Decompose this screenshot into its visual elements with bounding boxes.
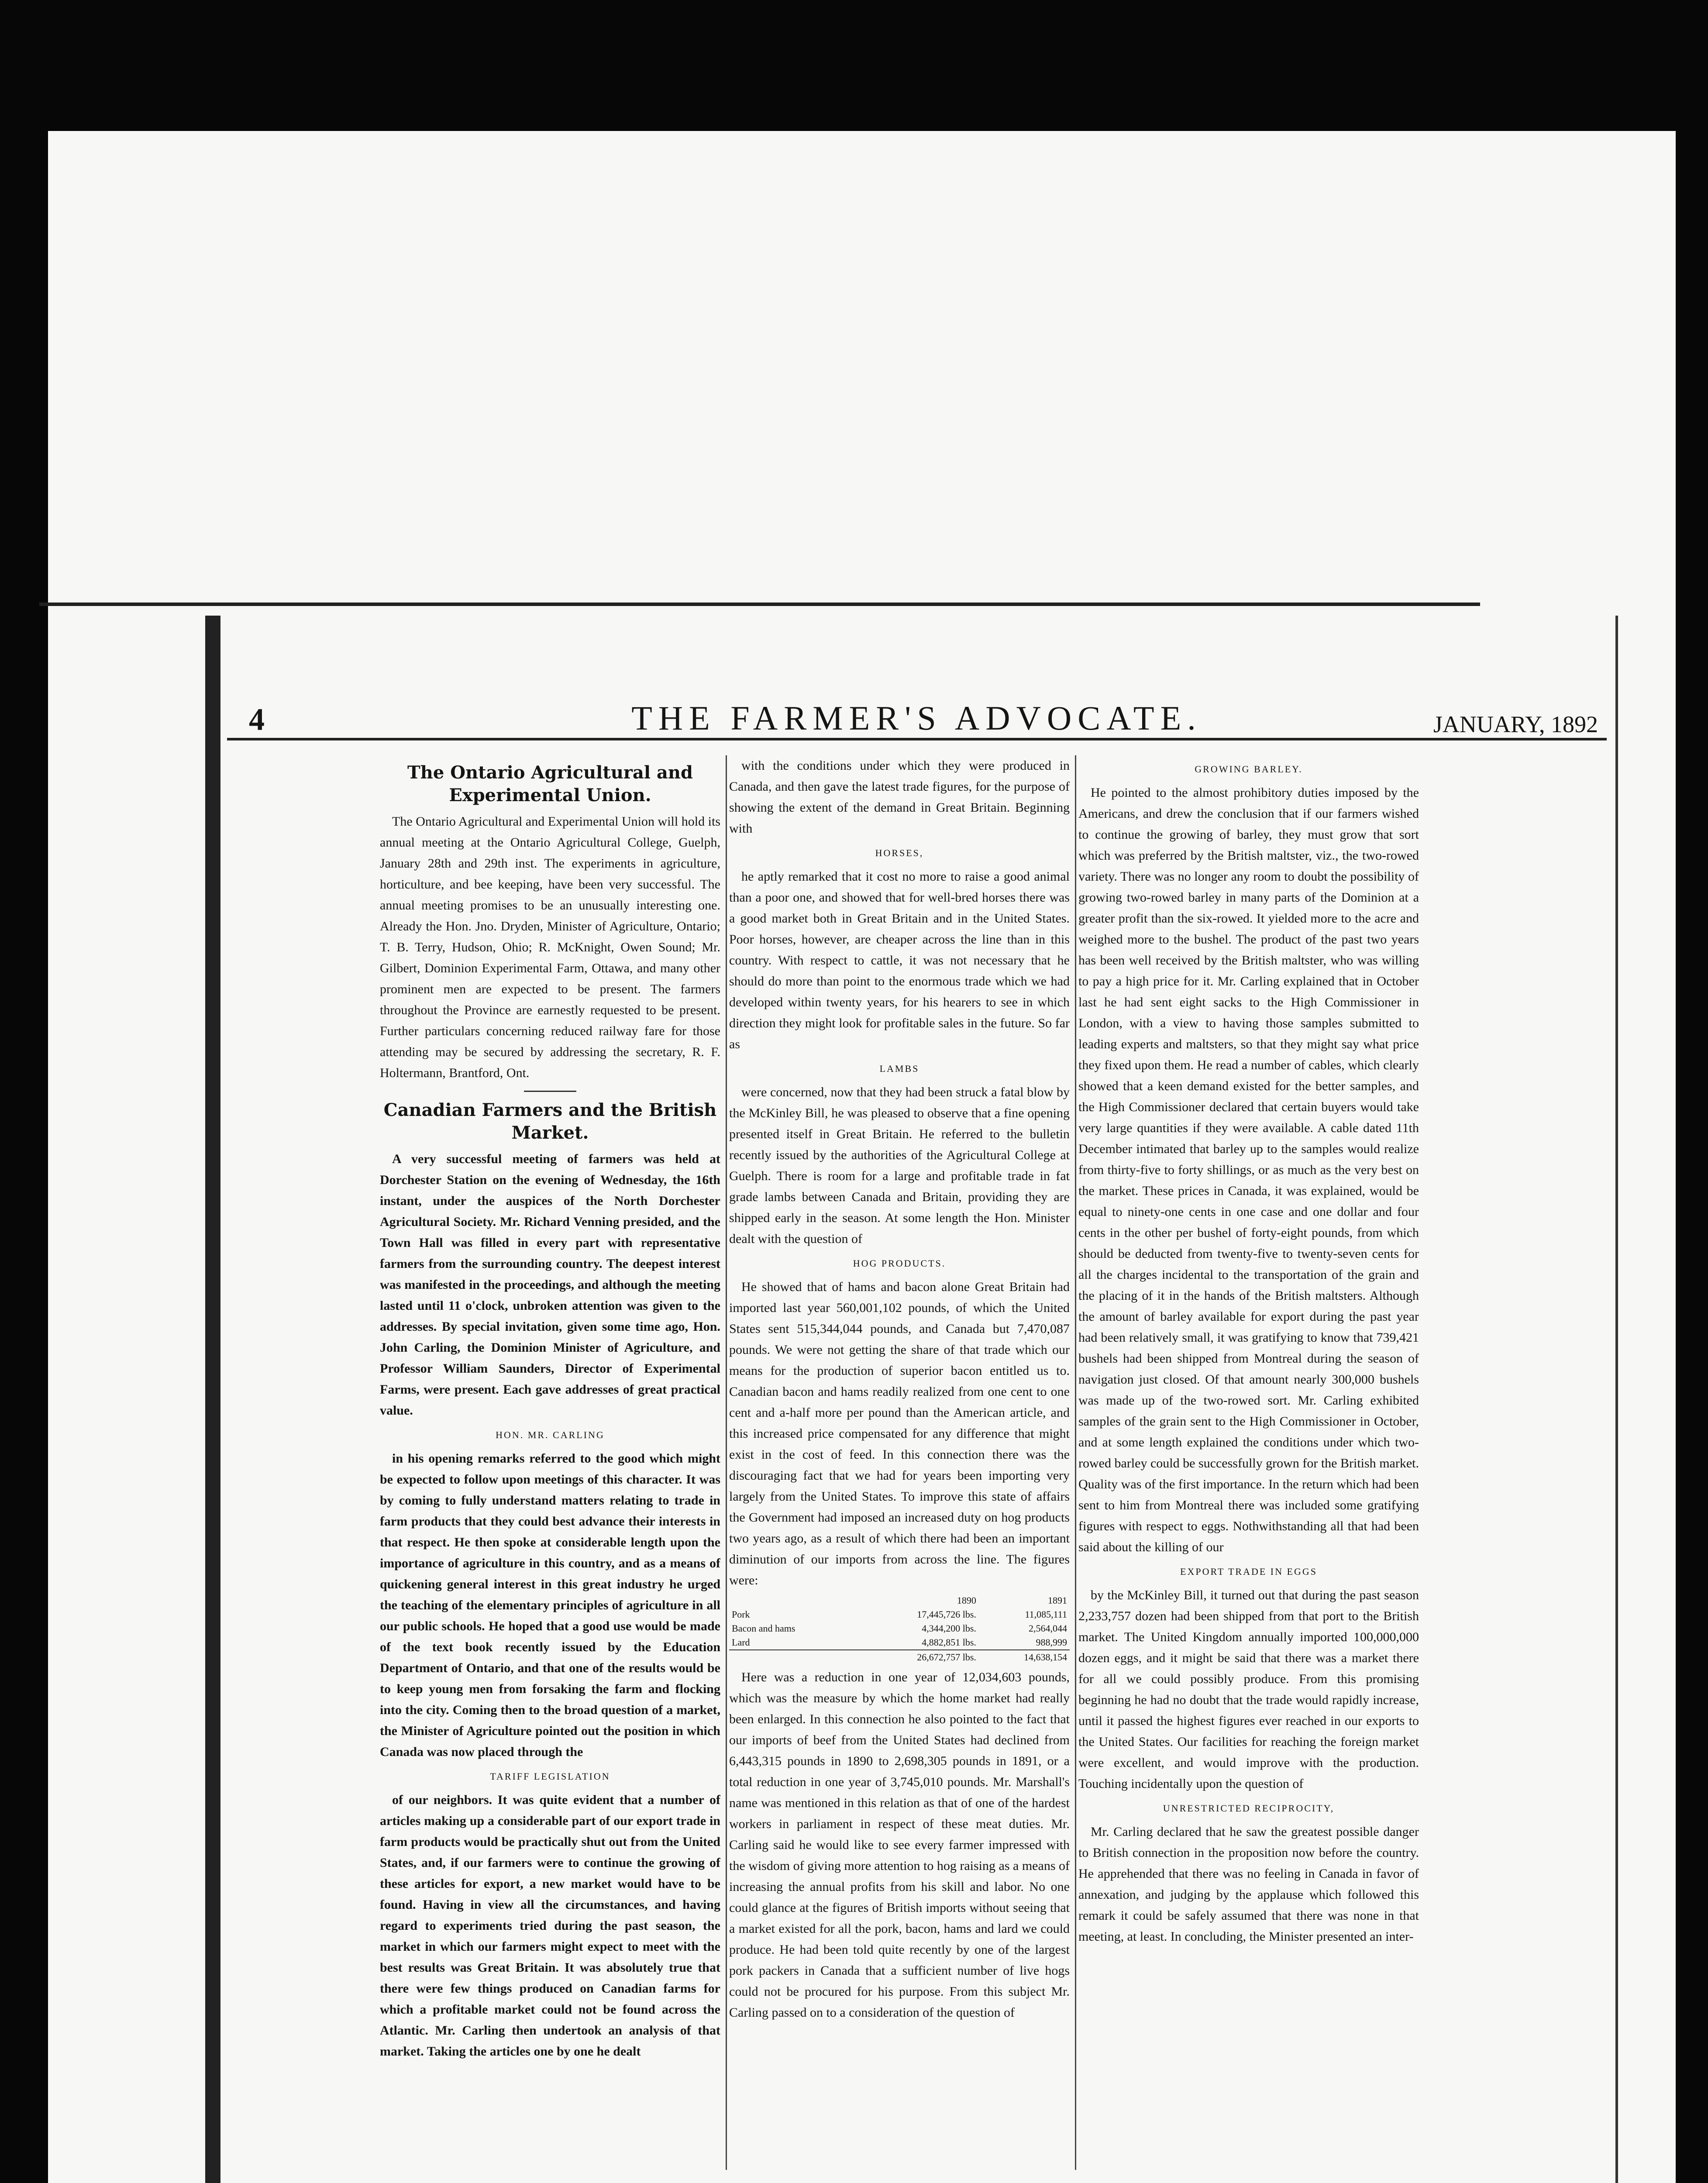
masthead <box>227 690 1607 740</box>
table-cell: 2,564,044 <box>1029 1623 1067 1634</box>
column-3 <box>1078 755 1419 2170</box>
table-cell: 14,638,154 <box>979 1650 1070 1664</box>
table-cell: 988,999 <box>1036 1637 1067 1648</box>
article-paragraph: by the McKinley Bill, it turned out that during the past season 2,233,757 dozen had been shipped from that port to the British market. The United Kingdom annually imported 100,000,000 dozen eggs, and it might be said that there was a market there for all we could possibly produce. From this promising beginning he had no doubt that the trade would rapidly increase, until it passed the highest figures ever reached in our exports to the United States. Our facilities for reaching the foreign market were excellent, and would improve with the production. Touching incidentally upon the question of <box>1078 1588 1419 1791</box>
table-cell: 4,344,200 lbs. <box>922 1623 976 1634</box>
section-subhead: LAMBS <box>879 1063 919 1074</box>
article-paragraph: He showed that of hams and bacon alone Great Britain had imported last year 560,001,102 pounds, of which the United States sent 515,344,044 pounds, and Canada but 7,470,087 pounds. We were not getting the share of that trade which our means for the production of superior bacon entitled us to. Canadian bacon and hams readily realized from one cent to one cent and a-half more per pound than the American article, and this increased price compensated for any difference that might exist in the cost of feed. In this connection there was the discouraging fact that we had for years been importing very largely from the United States. To improve this state of affairs the Government had imposed an increased duty on hog products two years ago, as a result of which there had been an important diminution of our imports from across the line. The figures were: <box>729 1280 1070 1587</box>
article-paragraph: The Ontario Agricultural and Experimental Union will hold its annual meeting at the Ontario Agricultural College, Guelph, January 28th and 29th inst. The experiments in agriculture, horticulture, and bee keeping, have been very successful. The annual meeting promises to be an unusually interesting one. Already the Hon. Jno. Dryden, Minister of Agriculture, Ontario; T. B. Terry, Hudson, Ohio; R. McKnight, Owen Sound; Mr. Gilbert, Dominion Experimental Farm, Ottawa, and many other prominent men are expected to be present. The farmers throughout the Province are earnestly requested to be present. Further particulars concerning reduced railway fare for those attending may be secured by addressing the secretary, R. F. Holtermann, Brantford, Ont. <box>380 814 720 1080</box>
table-cell: 17,445,726 lbs. <box>917 1609 976 1620</box>
article-paragraph: in his opening remarks referred to the good which might be expected to follow upon meetings of this character. It was by coming to fully understand matters relating to trade in farm products that they could best advance their interests in that respect. He then spoke at considerable length upon the importance of agriculture in this country, and as a means of quickening general interest in this great industry he urged the teaching of the elementary principles of agriculture in all our public schools. He hoped that a good use would be made of the text book recently issued by the Education Department of Ontario, and that one of the results would be to keep young men from forsaking the farm and flocking into the city. Coming then to the broad question of a market, the Minister of Agriculture pointed out the position in which Canada was now placed through the <box>380 1451 720 1759</box>
article-paragraph: Here was a reduction in one year of 12,034,603 pounds, which was the measure by which the home market had really been enlarged. In this connection he also pointed to the fact that our imports of beef from the United States had declined from 6,443,315 pounds in 1890 to 2,698,305 pounds in 1891, or a total reduction in one year of 3,745,010 pounds. Mr. Marshall's name was mentioned in this relation as that of one of the hardest workers in parliament in respect of these meat duties. Mr. Carling said he would like to see every farmer impressed with the wisdom of giving more attention to hog raising as a means of increasing the annual profits from his skill and labor. No one could glance at the figures of British imports without seeing that a market existed for all the pork, bacon, hams and lard we could produce. He had been told quite recently by one of the largest pork packers in Canada that a sufficient number of live hogs could not be procured for his purpose. From this subject Mr. Carling passed on to a consideration of the question of <box>729 1670 1070 2020</box>
column-1 <box>380 755 720 2170</box>
table-cell: 11,085,111 <box>1025 1609 1067 1620</box>
section-subhead: HORSES, <box>875 847 924 858</box>
table-row <box>729 1622 1070 1636</box>
column-2 <box>729 755 1070 2170</box>
article-paragraph: He pointed to the almost prohibitory duties imposed by the Americans, and drew the conclusion that if our farmers wished to continue the growing of barley, they must grow that sort which was preferred by the British maltster, viz., the two-rowed variety. There was no longer any room to doubt the possibility of growing two-rowed barley in many parts of the Dominion at a greater profit than the six-rowed. It yielded more to the acre and weighed more to the bushel. The product of the past two years has been well received by the British maltster, who was willing to pay a high price for it. Mr. Carling explained that in October last he had sent eight sacks to the High Commissioner in London, with a view to having those samples submitted to leading experts and maltsters, so that they might say what price they fixed upon them. He read a number of cables, which clearly showed that a keen demand existed for the better samples, and the High Commissioner declared that certain buyers would take very large quantities if they were available. A cable dated 11th December intimated that barley up to the samples would realize from thirty-five to forty shillings, or as much as the very best on the market. These prices in Canada, it was explained, would be equal to ninety-one cents in one case and one dollar and four cents in the other per bushel of forty-eight pounds, from which should be deducted from twenty-five to twenty-seven cents for all the charges incidental to the transportation of the grain and the placing of it in the hands of the British maltsters. Although the amount of barley available for export during the past year had been relatively small, it was gratifying to know that 739,421 bushels had been shipped from Montreal during the season of navigation just closed. Of that amount nearly 300,000 bushels was made up of the two-rowed sort. Mr. Carling exhibited samples of the grain sent to the High Commissioner in October, and at some length explained the conditions under which two-rowed barley could be successfully grown for the British market. Quality was of the first importance. In the return which had been sent to him from Montreal there was included some gratifying figures with respect to eggs. Nothwithstanding all that had been said about the killing of our <box>1078 785 1419 1554</box>
article-paragraph: Mr. Carling declared that he saw the greatest possible danger to British connection in the proposition now before the country. He apprehended that there was no feeling in Canada in favor of annexation, and judging by the applause which followed this remark it could be safely assumed that there was none in that meeting, at least. In concluding, the Minister presented an inter- <box>1078 1825 1419 1944</box>
article-paragraph: A very successful meeting of farmers was held at Dorchester Station on the evening of Wednesday, the 16th instant, under the auspices of the North Dorchester Agricultural Society. Mr. Richard Venning presided, and the Town Hall was filled in every part with representative farmers from the surrounding country. The deepest interest was manifested in the proceedings, and although the meeting lasted until 11 o'clock, unbroken attention was given to the addresses. By special invitation, given some time ago, Hon. John Carling, the Dominion Minister of Agriculture, and Professor William Saunders, Director of Experimental Farms, were present. Each gave addresses of great practical value. <box>380 1152 720 1418</box>
table-header: 1891 <box>1048 1595 1067 1606</box>
article-paragraph: of our neighbors. It was quite evident that a number of articles making up a considerable part of our export trade in farm products would be practically shut out from the United States, and, if our farmers were to continue the growing of these articles for export, a new market would have to be found. Having in view all the circumstances, and having regard to experiments tried during the past season, the market in which our farmers might expect to meet with the best results was Great Britain. It was absolutely true that there were few things produced on Canadian farms for which a profitable market could not be found across the Atlantic. Mr. Carling then undertook an analysis of that market. Taking the articles one by one he dealt <box>380 1793 720 2059</box>
scan-border-right <box>1676 0 1708 2183</box>
page-number: 4 <box>249 702 265 737</box>
table-cell: 26,672,757 lbs. <box>858 1650 979 1664</box>
column-rule <box>1075 755 1076 2170</box>
table-header-row <box>729 1594 1070 1608</box>
article-headline: Canadian Farmers and the British Market. <box>383 1100 717 1143</box>
scan-border-left <box>0 0 48 2183</box>
scan-artifact-line <box>39 603 1480 615</box>
article-paragraph: were concerned, now that they had been struck a fatal blow by the McKinley Bill, he was pleased to observe that a fine opening presented itself in Great Britain. He referred to the bulletin recently issued by the authorities of the Agricultural College at Guelph. There is room for a large and profitable trade in fat grade lambs between Canada and Britain, providing they are shipped early in the season. At some length the Hon. Minister dealt with the question of <box>729 1085 1070 1246</box>
facing-page-edge <box>1615 616 1666 2183</box>
section-subhead: GROWING BARLEY. <box>1195 764 1303 775</box>
table-cell: Bacon and hams <box>732 1623 795 1634</box>
scan-border-top <box>0 0 1708 131</box>
article-headline: The Ontario Agricultural and Experimental Union. <box>407 762 693 806</box>
newspaper-page <box>227 637 1607 2174</box>
section-subhead: EXPORT TRADE IN EGGS <box>1180 1566 1317 1577</box>
article-paragraph: with the conditions under which they were produced in Canada, and then gave the latest trade figures, for the purpose of showing the extent of the demand in Great Britain. Beginning with <box>729 758 1070 836</box>
section-subhead: HON. MR. CARLING <box>496 1429 605 1440</box>
page-edge-shadow <box>205 616 220 2183</box>
issue-date: JANUARY, 1892 <box>1433 711 1598 737</box>
table-row <box>729 1608 1070 1622</box>
section-subhead: HOG PRODUCTS. <box>853 1258 946 1269</box>
table-cell: Pork <box>732 1609 750 1620</box>
paper-title: THE FARMER'S ADVOCATE. <box>631 699 1202 737</box>
hog-imports-table <box>729 1594 1070 1664</box>
article-paragraph: he aptly remarked that it cost no more to raise a good animal than a poor one, and showed that for well-bred horses there was a good market both in Great Britain and in the United States. Poor horses, however, are cheaper across the line than in this country. With respect to cattle, it was not necessary that he should do more than point to the enormous trade which we had developed within twenty years, for his hearers to see in which direction they might look for profitable sales in the future. So far as <box>729 869 1070 1051</box>
table-header: 1890 <box>957 1595 976 1606</box>
table-row <box>729 1636 1070 1650</box>
table-total-row <box>729 1650 1070 1664</box>
article-divider <box>524 1091 576 1092</box>
table-header <box>729 1594 858 1608</box>
section-subhead: TARIFF LEGISLATION <box>490 1771 610 1782</box>
table-cell: Lard <box>732 1637 750 1648</box>
column-rule <box>726 755 727 2170</box>
table-cell: 4,882,851 lbs. <box>922 1637 976 1648</box>
section-subhead: UNRESTRICTED RECIPROCITY, <box>1163 1803 1335 1814</box>
table-cell <box>729 1650 858 1664</box>
